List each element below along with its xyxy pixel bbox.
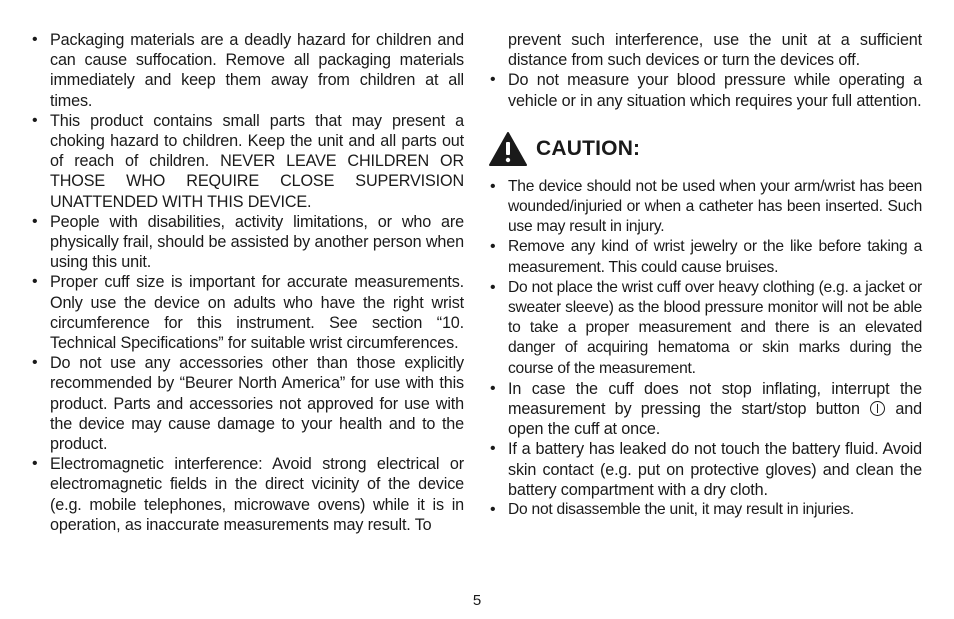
warning-triangle-icon	[488, 131, 528, 167]
list-item: • If a battery has leaked do not touch the battery fluid. Avoid skin contact (e.g. put on protective gloves) and clean the battery compartment with a dry cloth.	[488, 439, 922, 500]
right-column	[488, 30, 922, 520]
list-item: • Do not disassemble the unit, it may result in injuries.	[488, 500, 922, 520]
list-item: • Do not use any accessories other than those explicitly recommended by “Beurer North America” for use with this product. Parts and accessories not approved for use with the device may cause damage to your health and to the product.	[30, 353, 464, 454]
list-item: • People with disabilities, activity limitations, or who are physically frail, should be assisted by another person when using this unit.	[30, 212, 464, 273]
list-item: • Do not measure your blood pressure while operating a vehicle or in any situation which requires your full attention.	[488, 70, 922, 110]
list-item: • Electromagnetic interference: Avoid strong electrical or electromagnetic fields in the direct vicinity of the device (e.g. mobile telephones, microwave ovens) while it is in operation, as inaccurate measurements may result. To	[30, 454, 464, 535]
page-number: 5	[472, 592, 482, 609]
list-item: • Do not place the wrist cuff over heavy clothing (e.g. a jacket or sweater sleeve) as the blood pressure monitor will not be able to take a proper measurement and there is an elevated danger of acquiring hematoma or skin marks during the course of the measurement.	[488, 278, 922, 379]
caution-list	[488, 177, 922, 520]
list-item-text-after: and open the cuff at once.	[508, 400, 922, 439]
list-item-text-before: In case the cuff does not stop inflating, interrupt the measurement by pressing the start/stop button	[508, 379, 922, 419]
caution-title: CAUTION:	[536, 136, 641, 160]
left-column	[30, 30, 464, 535]
list-item: • Packaging materials are a deadly hazard for children and can cause suffocation. Remove all packaging materials immediately and keep them away from children at all times.	[30, 30, 464, 111]
continued-text: prevent such interference, use the unit at a sufficient distance from such devices or turn the devices off.	[508, 31, 922, 70]
list-item	[488, 379, 922, 440]
list-item: • Remove any kind of wrist jewelry or the like before taking a measurement. This could cause bruises.	[488, 237, 922, 277]
power-button-icon	[870, 401, 885, 416]
list-item: • The device should not be used when your arm/wrist has been wounded/injuried or when a catheter has been inserted. Such use may result in injury.	[488, 177, 922, 238]
caution-heading	[488, 129, 922, 169]
list-item: • Proper cuff size is important for accurate measurements. Only use the device on adults who have the right wrist circumference for this instrument. See section “10. Technical Specifications” for suitable wrist circumferences.	[30, 272, 464, 353]
warning-list-continued	[488, 70, 922, 110]
list-item: • This product contains small parts that may present a choking hazard to children. Keep the unit and all parts out of reach of children. NEVER LEAVE CHILDREN OR THOSE WHO REQUIRE CLOSE SUPERVISION UNATTENDED WITH THIS DEVICE.	[30, 111, 464, 212]
warning-list	[30, 30, 464, 535]
